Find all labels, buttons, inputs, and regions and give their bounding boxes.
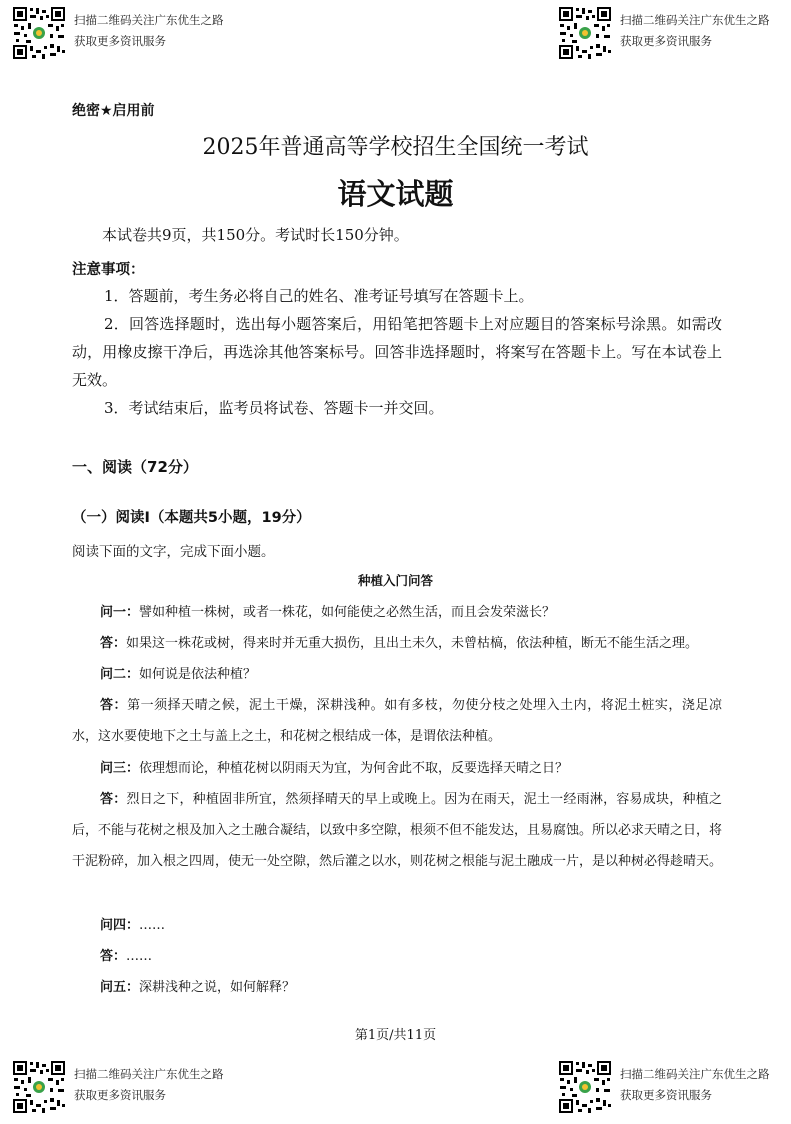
note-item: 3．考试结束后，监考员将试卷、答题卡一并交回。 xyxy=(104,399,444,417)
notes-heading: 注意事项： xyxy=(72,262,145,278)
qa-paragraph xyxy=(72,659,722,690)
qa-text: 深耕浅种之说，如何解释？ xyxy=(139,980,296,995)
promo-bottom-left xyxy=(12,1060,224,1114)
note-item: 2．回答选择题时，选出每小题答案后，用铅笔把答题卡上对应题目的答案标号涂黑。如需改动，用橡皮擦干净后，再选涂其他答案标号。回答非选择题时，将案写在答题卡上。写在本试卷上无效。 xyxy=(72,315,722,389)
qa-paragraph xyxy=(72,941,722,972)
promo-line-1: 扫描二维码关注广东优生之路 xyxy=(620,1067,770,1081)
note-item: 1．答题前，考生务必将自己的姓名、准考证号填写在答题卡上。 xyxy=(104,287,534,305)
qa-paragraph xyxy=(72,972,722,1003)
reading-instruction: 阅读下面的文字，完成下面小题。 xyxy=(72,544,275,560)
exam-intro: 本试卷共9页，共150分。考试时长150分钟。 xyxy=(102,226,409,244)
qa-text: 譬如种植一株树，或者一株花，如何能使之必然生活，而且会发荣滋长？ xyxy=(139,605,556,620)
qa-label: 答： xyxy=(100,636,127,651)
promo-top-right xyxy=(558,6,770,60)
qr-code-icon[interactable] xyxy=(558,6,612,60)
qa-label: 问二： xyxy=(100,667,140,682)
page-number: 第1页/共11页 xyxy=(354,1028,437,1043)
qa-paragraph xyxy=(72,690,722,752)
confidential-label: 绝密★启用前 xyxy=(72,103,155,119)
qa-paragraph xyxy=(72,753,722,784)
part-title: （一）阅读I（本题共5小题，19分） xyxy=(72,510,311,526)
qa-text: 如何说是依法种植？ xyxy=(139,667,257,682)
promo-line-2: 获取更多资讯服务 xyxy=(74,1088,166,1102)
qa-paragraph xyxy=(72,784,722,877)
qa-paragraph xyxy=(72,910,722,941)
promo-line-1: 扫描二维码关注广东优生之路 xyxy=(74,1067,224,1081)
promo-line-2: 获取更多资讯服务 xyxy=(620,34,712,48)
promo-line-1: 扫描二维码关注广东优生之路 xyxy=(620,13,770,27)
qa-text: …… xyxy=(139,918,166,933)
qr-code-icon[interactable] xyxy=(12,1060,66,1114)
qa-label: 问三： xyxy=(100,761,140,776)
qa-label: 问四： xyxy=(100,918,140,933)
qa-text: 烈日之下，种植固非所宜，然须择晴天的早上或晚上。因为在雨天，泥土一经雨淋，容易成块，种植之后，不能与花树之根及加入之土融合凝结，以致中多空隙，根须不但不能发达，且易腐蚀。所以必求天晴之日，将干泥粉碎，加入根之四周，使无一处空隙，然后灌之以水，则花树之根能与泥土融成一片，是以种树必得趁晴天。 xyxy=(72,792,723,869)
exam-title: 2025年普通高等学校招生全国统一考试 xyxy=(202,135,589,160)
passage-title: 种植入门问答 xyxy=(357,573,433,588)
qa-paragraph xyxy=(72,597,722,628)
subject-title: 语文试题 xyxy=(337,177,454,211)
promo-line-2: 获取更多资讯服务 xyxy=(620,1088,712,1102)
qa-text: 第一须择天晴之候，泥土干燥，深耕浅种。如有多枝，勿使分枝之处埋入土内，将泥土桩实，浇足凉水，这水要使地下之土与盖上之土，和花树之根结成一体，是谓依法种植。 xyxy=(72,698,722,744)
promo-line-1: 扫描二维码关注广东优生之路 xyxy=(74,13,224,27)
qa-paragraph xyxy=(72,628,722,659)
qa-label: 答： xyxy=(100,698,128,713)
qa-label: 问一： xyxy=(100,605,140,620)
qa-text: 依理想而论，种植花树以阴雨天为宜，为何舍此不取，反要选择天晴之日？ xyxy=(139,761,569,776)
qa-label: 问五： xyxy=(100,980,140,995)
promo-line-2: 获取更多资讯服务 xyxy=(74,34,166,48)
qa-label: 答： xyxy=(100,792,127,807)
qr-code-icon[interactable] xyxy=(558,1060,612,1114)
promo-bottom-right xyxy=(558,1060,770,1114)
qa-text: …… xyxy=(126,949,153,964)
section-title: 一、阅读（72分） xyxy=(72,458,198,476)
qr-code-icon[interactable] xyxy=(12,6,66,60)
qa-text: 如果这一株花或树，得来时并无重大损伤，且出土未久，未曾枯槁，依法种植，断无不能生活之理。 xyxy=(126,636,699,651)
qa-label: 答： xyxy=(100,949,127,964)
promo-top-left xyxy=(12,6,224,60)
